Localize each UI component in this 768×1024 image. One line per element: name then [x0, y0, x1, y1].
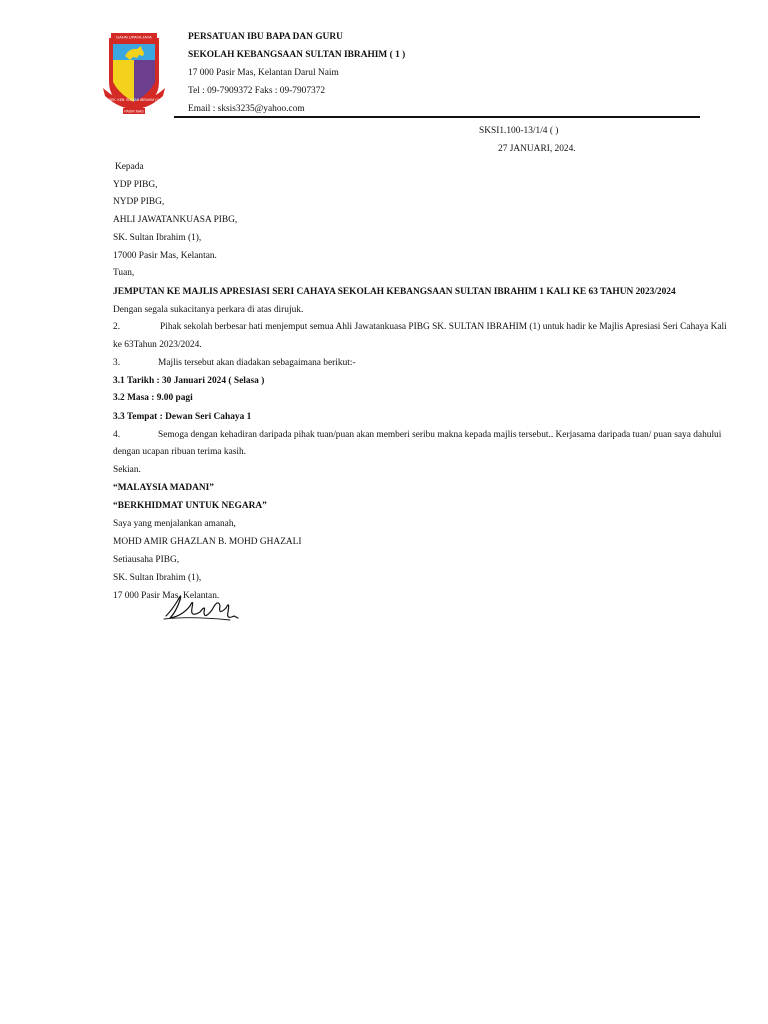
detail-time: 3.2 Masa : 9.00 pagi — [113, 393, 193, 403]
para-4-line-2: dengan ucapan ribuan terima kasih. — [113, 447, 247, 457]
school-name: SEKOLAH KEBANGSAAN SULTAN IBRAHIM ( 1 ) — [188, 50, 406, 60]
letter-subject: JEMPUTAN KE MAJLIS APRESIASI SERI CAHAYA SEKOLAH KEBANGSAAN SULTAN IBRAHIM 1 KALI KE 63 TAHUN 2023/2024 — [113, 287, 676, 297]
para-2-line-1: Pihak sekolah berbesar hati menjemput semua Ahli Jawatankuasa PIBG SK. SULTAN IBRAHIM (1) untuk hadir ke Majlis Apresiasi Seri Cahaya Kali — [160, 322, 727, 332]
detail-date: 3.1 Tarikh : 30 Januari 2024 ( Selasa ) — [113, 376, 265, 386]
contact-phone-fax: Tel : 09-7909372 Faks : 09-7907372 — [188, 86, 326, 96]
letter-date: 27 JANUARI, 2024. — [498, 144, 576, 154]
slogan: “MALAYSIA MADANI” — [113, 483, 214, 493]
signoff-intro: Saya yang menjalankan amanah, — [113, 519, 236, 529]
para-4-line-1: Semoga dengan kehadiran daripada pihak tuan/puan akan memberi seribu makna kepada majlis tersebut.. Kerjasama daripada tuan/ puan saya dahului — [158, 430, 722, 440]
para-2-number: 2. — [113, 322, 121, 332]
recipient-line: YDP PIBG, — [113, 180, 158, 190]
signer-school: SK. Sultan Ibrahim (1), — [113, 573, 202, 583]
para-3-text: Majlis tersebut akan diadakan sebagaimana berikut:- — [158, 358, 356, 368]
para-2-line-2: ke 63Tahun 2023/2024. — [113, 340, 202, 350]
recipient-line: NYDP PIBG, — [113, 197, 165, 207]
contact-email: Email : sksis3235@yahoo.com — [188, 104, 305, 114]
para-4-number: 4. — [113, 430, 121, 440]
recipient-line: SK. Sultan Ibrahim (1), — [113, 233, 202, 243]
signer-name: MOHD AMIR GHAZLAN B. MOHD GHAZALI — [113, 537, 302, 547]
header-divider — [174, 116, 700, 118]
recipient-line: AHLI JAWATANKUASA PIBG, — [113, 215, 238, 225]
handwritten-signature — [160, 586, 242, 626]
closing: Sekian. — [113, 465, 141, 475]
crest-banner-bottom: SEK. KEB. SULTAN IBRAHIM (1) — [108, 98, 160, 102]
school-crest-logo — [103, 30, 165, 120]
signer-role: Setiausaha PIBG, — [113, 555, 180, 565]
reference-number: SKSI1.100-13/1/4 ( ) — [479, 126, 559, 136]
detail-venue: 3.3 Tempat : Dewan Seri Cahaya 1 — [113, 412, 252, 422]
slogan: “BERKHIDMAT UNTUK NEGARA” — [113, 501, 267, 511]
org-name: PERSATUAN IBU BAPA DAN GURU — [188, 32, 343, 42]
school-address: 17 000 Pasir Mas, Kelantan Darul Naim — [188, 68, 339, 78]
intro-line: Dengan segala sukacitanya perkara di atas dirujuk. — [113, 305, 304, 315]
crest-banner-top: DAHN UPAYA JAYA — [116, 34, 152, 40]
para-3-number: 3. — [113, 358, 121, 368]
recipient-line: 17000 Pasir Mas, Kelantan. — [113, 251, 217, 261]
signer-address: 17 000 Pasir Mas, Kelantan. — [113, 591, 220, 601]
salutation: Tuan, — [113, 268, 135, 278]
crest-banner-place: PASIR MAS — [124, 109, 144, 114]
recipient-line: Kepada — [115, 162, 144, 172]
